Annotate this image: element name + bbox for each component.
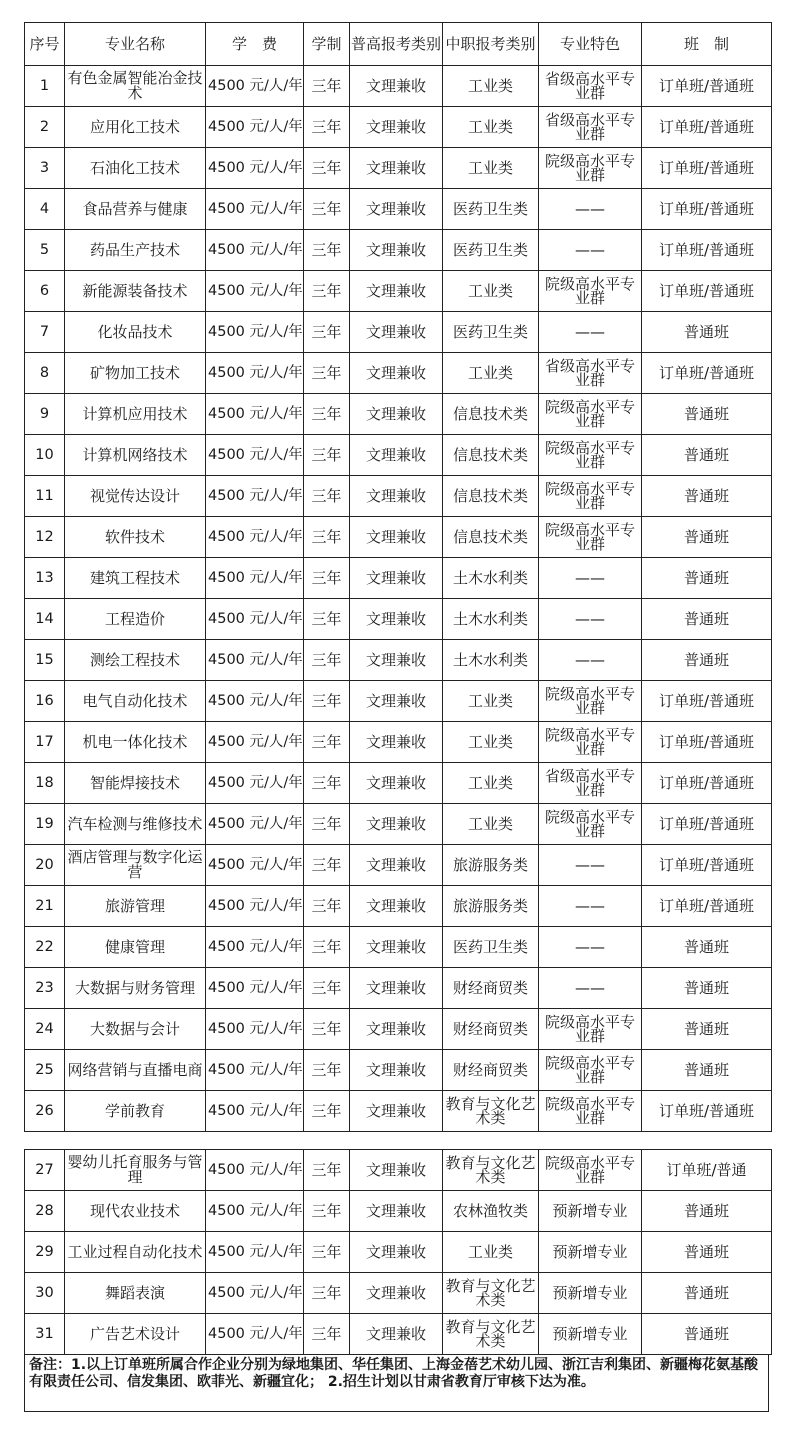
class-type: 订单班/普通班 — [642, 353, 772, 394]
highschool-category: 文理兼收 — [350, 107, 443, 148]
highschool-category: 文理兼收 — [350, 763, 443, 804]
duration: 三年 — [304, 476, 350, 517]
class-type: 普通班 — [642, 1232, 772, 1273]
enrollment-table-part2 — [24, 1149, 772, 1355]
row-index: 3 — [25, 148, 65, 189]
major-feature: —— — [539, 927, 642, 968]
vocational-category: 教育与文化艺术类 — [443, 1150, 539, 1191]
duration: 三年 — [304, 1050, 350, 1091]
vocational-category: 医药卫生类 — [443, 312, 539, 353]
table-row — [25, 968, 772, 1009]
vocational-category: 工业类 — [443, 722, 539, 763]
tuition: 4500 元/人/年 — [206, 927, 304, 968]
highschool-category: 文理兼收 — [350, 312, 443, 353]
vocational-category: 医药卫生类 — [443, 230, 539, 271]
row-index: 10 — [25, 435, 65, 476]
major-feature: —— — [539, 312, 642, 353]
tuition: 4500 元/人/年 — [206, 886, 304, 927]
enrollment-table-part1 — [24, 22, 772, 1132]
major-name: 计算机网络技术 — [65, 435, 206, 476]
tuition: 4500 元/人/年 — [206, 148, 304, 189]
duration: 三年 — [304, 394, 350, 435]
class-type: 订单班/普通班 — [642, 804, 772, 845]
table-row — [25, 1050, 772, 1091]
duration: 三年 — [304, 66, 350, 107]
major-name: 舞蹈表演 — [65, 1273, 206, 1314]
duration: 三年 — [304, 435, 350, 476]
major-feature: 院级高水平专业群 — [539, 1009, 642, 1050]
class-type: 订单班/普通 — [642, 1150, 772, 1191]
major-feature: 预新增专业 — [539, 1232, 642, 1273]
header-highschool-category: 普高报考类别 — [350, 23, 443, 66]
duration: 三年 — [304, 845, 350, 886]
vocational-category: 工业类 — [443, 148, 539, 189]
major-name: 石油化工技术 — [65, 148, 206, 189]
tuition: 4500 元/人/年 — [206, 312, 304, 353]
row-index: 15 — [25, 640, 65, 681]
major-name: 电气自动化技术 — [65, 681, 206, 722]
row-index: 12 — [25, 517, 65, 558]
vocational-category: 农林渔牧类 — [443, 1191, 539, 1232]
major-feature: —— — [539, 230, 642, 271]
vocational-category: 工业类 — [443, 353, 539, 394]
tuition: 4500 元/人/年 — [206, 558, 304, 599]
row-index: 4 — [25, 189, 65, 230]
class-type: 订单班/普通班 — [642, 189, 772, 230]
header-index: 序号 — [25, 23, 65, 66]
major-feature: —— — [539, 640, 642, 681]
table-row — [25, 435, 772, 476]
row-index: 22 — [25, 927, 65, 968]
tuition: 4500 元/人/年 — [206, 845, 304, 886]
table-row — [25, 148, 772, 189]
highschool-category: 文理兼收 — [350, 927, 443, 968]
row-index: 19 — [25, 804, 65, 845]
major-name: 网络营销与直播电商 — [65, 1050, 206, 1091]
row-index: 5 — [25, 230, 65, 271]
highschool-category: 文理兼收 — [350, 66, 443, 107]
row-index: 11 — [25, 476, 65, 517]
row-index: 25 — [25, 1050, 65, 1091]
vocational-category: 教育与文化艺术类 — [443, 1091, 539, 1132]
duration: 三年 — [304, 517, 350, 558]
major-feature: —— — [539, 599, 642, 640]
major-name: 化妆品技术 — [65, 312, 206, 353]
tuition: 4500 元/人/年 — [206, 722, 304, 763]
row-index: 18 — [25, 763, 65, 804]
vocational-category: 医药卫生类 — [443, 189, 539, 230]
vocational-category: 土木水利类 — [443, 640, 539, 681]
tuition: 4500 元/人/年 — [206, 1050, 304, 1091]
table-row — [25, 271, 772, 312]
vocational-category: 财经商贸类 — [443, 1009, 539, 1050]
table-row — [25, 640, 772, 681]
major-feature: 院级高水平专业群 — [539, 271, 642, 312]
duration: 三年 — [304, 271, 350, 312]
duration: 三年 — [304, 312, 350, 353]
major-name: 现代农业技术 — [65, 1191, 206, 1232]
major-feature: 院级高水平专业群 — [539, 394, 642, 435]
row-index: 20 — [25, 845, 65, 886]
vocational-category: 工业类 — [443, 271, 539, 312]
tuition: 4500 元/人/年 — [206, 681, 304, 722]
table-row — [25, 558, 772, 599]
class-type: 订单班/普通班 — [642, 722, 772, 763]
major-feature: —— — [539, 845, 642, 886]
tuition: 4500 元/人/年 — [206, 230, 304, 271]
row-index: 13 — [25, 558, 65, 599]
major-name: 建筑工程技术 — [65, 558, 206, 599]
row-index: 7 — [25, 312, 65, 353]
vocational-category: 信息技术类 — [443, 435, 539, 476]
duration: 三年 — [304, 353, 350, 394]
major-feature: 预新增专业 — [539, 1273, 642, 1314]
duration: 三年 — [304, 1009, 350, 1050]
highschool-category: 文理兼收 — [350, 886, 443, 927]
major-name: 广告艺术设计 — [65, 1314, 206, 1355]
highschool-category: 文理兼收 — [350, 476, 443, 517]
major-feature: —— — [539, 189, 642, 230]
class-type: 普通班 — [642, 599, 772, 640]
class-type: 普通班 — [642, 394, 772, 435]
vocational-category: 工业类 — [443, 1232, 539, 1273]
major-name: 酒店管理与数字化运营 — [65, 845, 206, 886]
major-name: 学前教育 — [65, 1091, 206, 1132]
header-duration: 学制 — [304, 23, 350, 66]
highschool-category: 文理兼收 — [350, 517, 443, 558]
duration: 三年 — [304, 1191, 350, 1232]
vocational-category: 土木水利类 — [443, 558, 539, 599]
vocational-category: 教育与文化艺术类 — [443, 1314, 539, 1355]
tuition: 4500 元/人/年 — [206, 435, 304, 476]
row-index: 16 — [25, 681, 65, 722]
table-row — [25, 763, 772, 804]
highschool-category: 文理兼收 — [350, 230, 443, 271]
class-type: 普通班 — [642, 640, 772, 681]
duration: 三年 — [304, 804, 350, 845]
major-feature: 院级高水平专业群 — [539, 1050, 642, 1091]
duration: 三年 — [304, 230, 350, 271]
class-type: 普通班 — [642, 476, 772, 517]
vocational-category: 信息技术类 — [443, 476, 539, 517]
major-name: 药品生产技术 — [65, 230, 206, 271]
header-class-type: 班 制 — [642, 23, 772, 66]
vocational-category: 工业类 — [443, 804, 539, 845]
major-feature: 院级高水平专业群 — [539, 804, 642, 845]
tuition: 4500 元/人/年 — [206, 1232, 304, 1273]
highschool-category: 文理兼收 — [350, 148, 443, 189]
tuition: 4500 元/人/年 — [206, 1191, 304, 1232]
major-name: 软件技术 — [65, 517, 206, 558]
tuition: 4500 元/人/年 — [206, 1091, 304, 1132]
row-index: 1 — [25, 66, 65, 107]
header-major-name: 专业名称 — [65, 23, 206, 66]
row-index: 14 — [25, 599, 65, 640]
highschool-category: 文理兼收 — [350, 845, 443, 886]
row-index: 23 — [25, 968, 65, 1009]
table-row — [25, 394, 772, 435]
major-feature: 院级高水平专业群 — [539, 681, 642, 722]
major-name: 新能源装备技术 — [65, 271, 206, 312]
highschool-category: 文理兼收 — [350, 1009, 443, 1050]
tuition: 4500 元/人/年 — [206, 66, 304, 107]
highschool-category: 文理兼收 — [350, 1091, 443, 1132]
tuition: 4500 元/人/年 — [206, 763, 304, 804]
row-index: 31 — [25, 1314, 65, 1355]
table-row — [25, 66, 772, 107]
duration: 三年 — [304, 681, 350, 722]
vocational-category: 土木水利类 — [443, 599, 539, 640]
class-type: 订单班/普通班 — [642, 1091, 772, 1132]
table-row — [25, 1091, 772, 1132]
vocational-category: 工业类 — [443, 66, 539, 107]
major-name: 智能焊接技术 — [65, 763, 206, 804]
table-row — [25, 353, 772, 394]
class-type: 普通班 — [642, 312, 772, 353]
major-name: 工业过程自动化技术 — [65, 1232, 206, 1273]
class-type: 普通班 — [642, 1009, 772, 1050]
class-type: 订单班/普通班 — [642, 148, 772, 189]
major-name: 大数据与会计 — [65, 1009, 206, 1050]
major-name: 汽车检测与维修技术 — [65, 804, 206, 845]
table-row — [25, 189, 772, 230]
table-row — [25, 722, 772, 763]
row-index: 17 — [25, 722, 65, 763]
table-row — [25, 517, 772, 558]
table-row — [25, 886, 772, 927]
header-major-feature: 专业特色 — [539, 23, 642, 66]
duration: 三年 — [304, 1314, 350, 1355]
table-row — [25, 312, 772, 353]
class-type: 订单班/普通班 — [642, 271, 772, 312]
table-row — [25, 1150, 772, 1191]
row-index: 24 — [25, 1009, 65, 1050]
vocational-category: 旅游服务类 — [443, 845, 539, 886]
class-type: 普通班 — [642, 927, 772, 968]
table-header-row — [25, 23, 772, 66]
vocational-category: 信息技术类 — [443, 517, 539, 558]
major-feature: —— — [539, 558, 642, 599]
tuition: 4500 元/人/年 — [206, 640, 304, 681]
vocational-category: 信息技术类 — [443, 394, 539, 435]
major-name: 旅游管理 — [65, 886, 206, 927]
highschool-category: 文理兼收 — [350, 1273, 443, 1314]
major-feature: 院级高水平专业群 — [539, 476, 642, 517]
row-index: 9 — [25, 394, 65, 435]
row-index: 30 — [25, 1273, 65, 1314]
major-name: 有色金属智能冶金技术 — [65, 66, 206, 107]
table-row — [25, 1009, 772, 1050]
class-type: 普通班 — [642, 968, 772, 1009]
duration: 三年 — [304, 148, 350, 189]
tuition: 4500 元/人/年 — [206, 1273, 304, 1314]
major-feature: 院级高水平专业群 — [539, 1091, 642, 1132]
highschool-category: 文理兼收 — [350, 1150, 443, 1191]
header-tuition: 学 费 — [206, 23, 304, 66]
footnote: 备注：1.以上订单班所属合作企业分别为绿地集团、华任集团、上海金蓓艺术幼儿园、浙江吉利集团、新疆梅花氨基酸有限责任公司、信发集团、欧菲光、新疆宜化； 2.招生计划以甘肃省教育厅审核下达为准。 — [24, 1355, 769, 1412]
class-type: 普通班 — [642, 1191, 772, 1232]
tuition: 4500 元/人/年 — [206, 1314, 304, 1355]
class-type: 普通班 — [642, 1314, 772, 1355]
duration: 三年 — [304, 968, 350, 1009]
table-row — [25, 230, 772, 271]
table-row — [25, 804, 772, 845]
major-name: 健康管理 — [65, 927, 206, 968]
major-feature: 省级高水平专业群 — [539, 66, 642, 107]
class-type: 订单班/普通班 — [642, 886, 772, 927]
table-row — [25, 107, 772, 148]
vocational-category: 医药卫生类 — [443, 927, 539, 968]
major-feature: 院级高水平专业群 — [539, 1150, 642, 1191]
highschool-category: 文理兼收 — [350, 640, 443, 681]
class-type: 普通班 — [642, 517, 772, 558]
duration: 三年 — [304, 1273, 350, 1314]
highschool-category: 文理兼收 — [350, 394, 443, 435]
table-row — [25, 1314, 772, 1355]
highschool-category: 文理兼收 — [350, 1314, 443, 1355]
vocational-category: 工业类 — [443, 763, 539, 804]
major-feature: 院级高水平专业群 — [539, 435, 642, 476]
table-row — [25, 1273, 772, 1314]
major-feature: 省级高水平专业群 — [539, 107, 642, 148]
highschool-category: 文理兼收 — [350, 1191, 443, 1232]
duration: 三年 — [304, 763, 350, 804]
duration: 三年 — [304, 927, 350, 968]
major-feature: 院级高水平专业群 — [539, 148, 642, 189]
major-feature: 预新增专业 — [539, 1191, 642, 1232]
duration: 三年 — [304, 558, 350, 599]
duration: 三年 — [304, 886, 350, 927]
major-feature: 院级高水平专业群 — [539, 517, 642, 558]
major-feature: 预新增专业 — [539, 1314, 642, 1355]
row-index: 6 — [25, 271, 65, 312]
major-name: 应用化工技术 — [65, 107, 206, 148]
class-type: 订单班/普通班 — [642, 107, 772, 148]
row-index: 27 — [25, 1150, 65, 1191]
duration: 三年 — [304, 107, 350, 148]
duration: 三年 — [304, 1232, 350, 1273]
highschool-category: 文理兼收 — [350, 968, 443, 1009]
table-row — [25, 927, 772, 968]
major-feature: —— — [539, 886, 642, 927]
vocational-category: 财经商贸类 — [443, 1050, 539, 1091]
major-name: 机电一体化技术 — [65, 722, 206, 763]
table-row — [25, 1232, 772, 1273]
header-vocational-category: 中职报考类别 — [443, 23, 539, 66]
duration: 三年 — [304, 722, 350, 763]
class-type: 订单班/普通班 — [642, 845, 772, 886]
table-row — [25, 845, 772, 886]
row-index: 29 — [25, 1232, 65, 1273]
row-index: 28 — [25, 1191, 65, 1232]
class-type: 订单班/普通班 — [642, 66, 772, 107]
major-name: 食品营养与健康 — [65, 189, 206, 230]
highschool-category: 文理兼收 — [350, 271, 443, 312]
highschool-category: 文理兼收 — [350, 435, 443, 476]
major-feature: —— — [539, 968, 642, 1009]
tuition: 4500 元/人/年 — [206, 394, 304, 435]
duration: 三年 — [304, 599, 350, 640]
tuition: 4500 元/人/年 — [206, 517, 304, 558]
tuition: 4500 元/人/年 — [206, 968, 304, 1009]
duration: 三年 — [304, 1150, 350, 1191]
vocational-category: 工业类 — [443, 107, 539, 148]
highschool-category: 文理兼收 — [350, 1232, 443, 1273]
duration: 三年 — [304, 1091, 350, 1132]
highschool-category: 文理兼收 — [350, 189, 443, 230]
tuition: 4500 元/人/年 — [206, 107, 304, 148]
major-name: 测绘工程技术 — [65, 640, 206, 681]
table-row — [25, 681, 772, 722]
highschool-category: 文理兼收 — [350, 1050, 443, 1091]
highschool-category: 文理兼收 — [350, 681, 443, 722]
table-row — [25, 476, 772, 517]
vocational-category: 教育与文化艺术类 — [443, 1273, 539, 1314]
major-name: 工程造价 — [65, 599, 206, 640]
tuition: 4500 元/人/年 — [206, 476, 304, 517]
tuition: 4500 元/人/年 — [206, 271, 304, 312]
row-index: 21 — [25, 886, 65, 927]
major-name: 婴幼儿托育服务与管理 — [65, 1150, 206, 1191]
vocational-category: 工业类 — [443, 681, 539, 722]
class-type: 普通班 — [642, 1050, 772, 1091]
class-type: 订单班/普通班 — [642, 763, 772, 804]
class-type: 普通班 — [642, 1273, 772, 1314]
major-name: 视觉传达设计 — [65, 476, 206, 517]
tuition: 4500 元/人/年 — [206, 804, 304, 845]
table-row — [25, 1191, 772, 1232]
major-name: 大数据与财务管理 — [65, 968, 206, 1009]
duration: 三年 — [304, 189, 350, 230]
tuition: 4500 元/人/年 — [206, 599, 304, 640]
highschool-category: 文理兼收 — [350, 558, 443, 599]
row-index: 2 — [25, 107, 65, 148]
tuition: 4500 元/人/年 — [206, 1009, 304, 1050]
duration: 三年 — [304, 640, 350, 681]
major-name: 矿物加工技术 — [65, 353, 206, 394]
highschool-category: 文理兼收 — [350, 599, 443, 640]
major-name: 计算机应用技术 — [65, 394, 206, 435]
vocational-category: 旅游服务类 — [443, 886, 539, 927]
tuition: 4500 元/人/年 — [206, 189, 304, 230]
tuition: 4500 元/人/年 — [206, 1150, 304, 1191]
class-type: 普通班 — [642, 558, 772, 599]
tuition: 4500 元/人/年 — [206, 353, 304, 394]
major-feature: 省级高水平专业群 — [539, 763, 642, 804]
row-index: 26 — [25, 1091, 65, 1132]
class-type: 订单班/普通班 — [642, 681, 772, 722]
highschool-category: 文理兼收 — [350, 722, 443, 763]
row-index: 8 — [25, 353, 65, 394]
class-type: 订单班/普通班 — [642, 230, 772, 271]
major-feature: 院级高水平专业群 — [539, 722, 642, 763]
highschool-category: 文理兼收 — [350, 804, 443, 845]
highschool-category: 文理兼收 — [350, 353, 443, 394]
vocational-category: 财经商贸类 — [443, 968, 539, 1009]
class-type: 普通班 — [642, 435, 772, 476]
table-row — [25, 599, 772, 640]
major-feature: 省级高水平专业群 — [539, 353, 642, 394]
